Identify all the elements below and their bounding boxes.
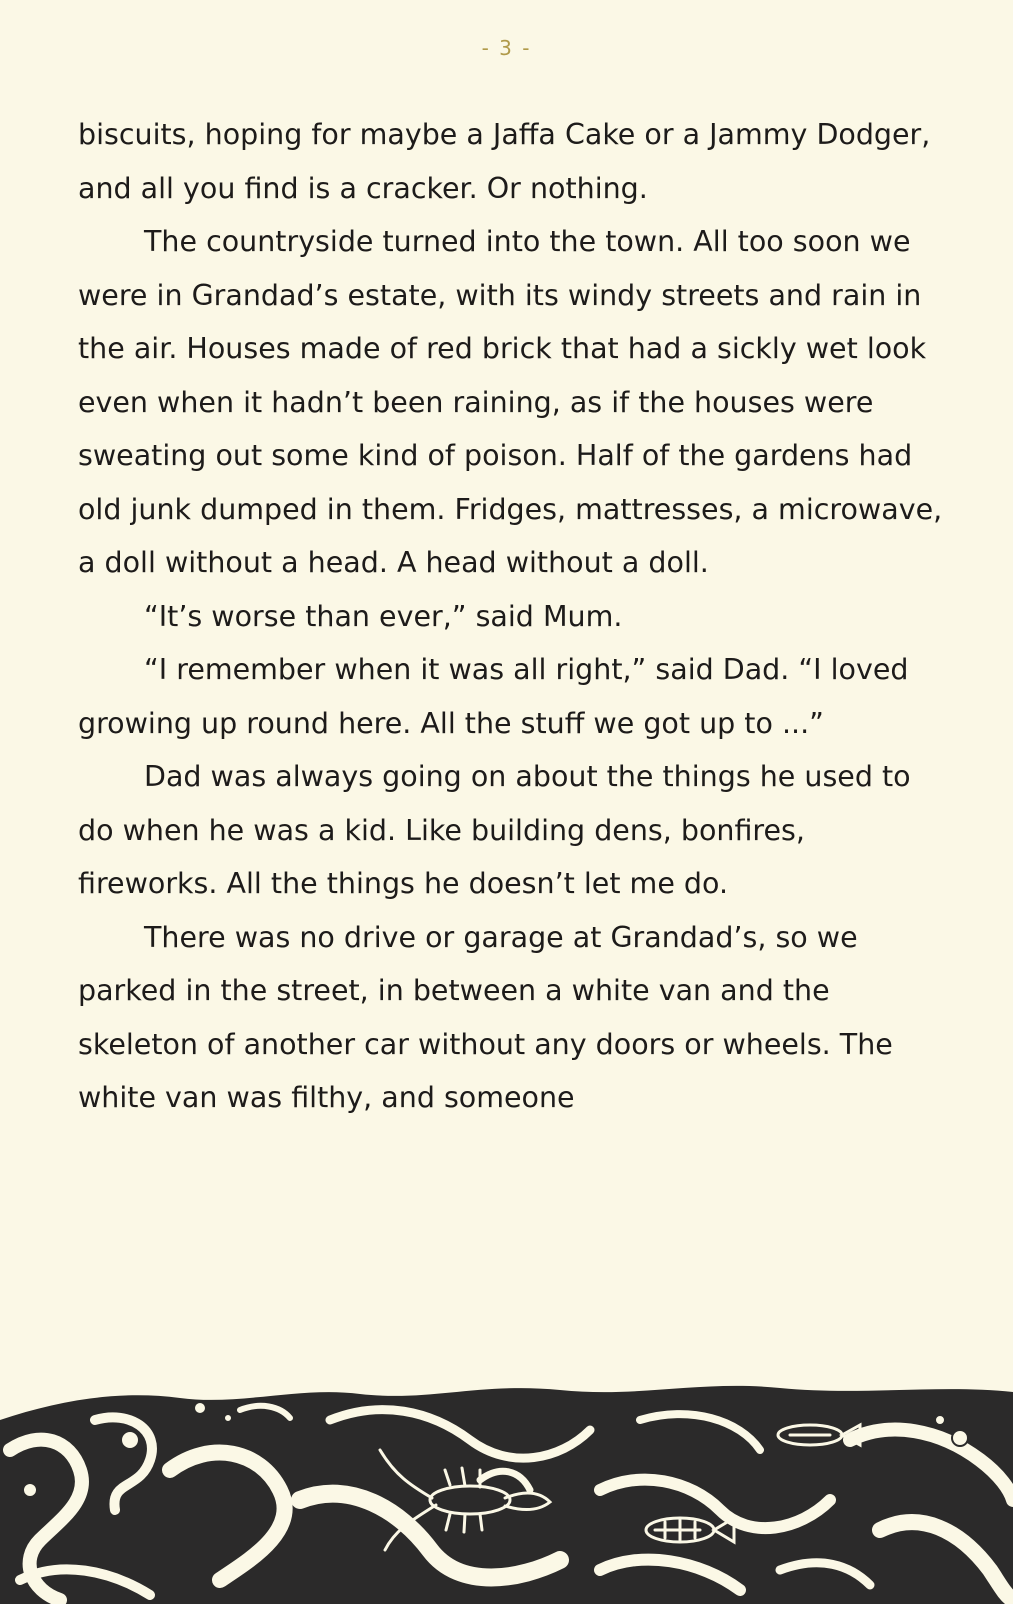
- decorative-border-illustration: [0, 1380, 1013, 1604]
- paragraph: “It’s worse than ever,” said Mum.: [144, 599, 623, 633]
- body-text: [78, 108, 948, 1125]
- paragraph: There was no drive or garage at Grandad’s, so we parked in the street, in between a white van and the skeleton of another car without any doors or wheels. The white van was filthy, and someone: [78, 920, 893, 1114]
- paragraph: Dad was always going on about the things he used to do when he was a kid. Like building dens, bonfires, fireworks. All the things he doesn’t let me do.: [78, 760, 911, 900]
- page-number: - 3 -: [481, 36, 532, 60]
- paragraph: “I remember when it was all right,” said Dad. “I loved growing up round here. All the stuff we got up to ...”: [78, 653, 909, 740]
- paragraph: The countryside turned into the town. All too soon we were in Grandad’s estate, with its windy streets and rain in the air. Houses made of red brick that had a sickly wet look even when it hadn’t been raining, as if the houses were sweating out some kind of poison. Half of the gardens had old junk dumped in them. Fridges, mattresses, a microwave, a doll without a head. A head without a doll.: [78, 225, 943, 579]
- paragraph: biscuits, hoping for maybe a Jaffa Cake or a Jammy Dodger, and all you find is a cracker. Or nothing.: [78, 118, 931, 205]
